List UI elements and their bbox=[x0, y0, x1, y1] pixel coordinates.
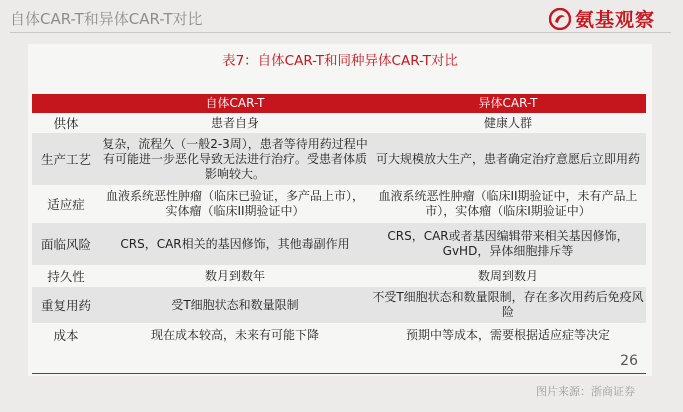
row-label-indications: 适应症 bbox=[32, 185, 100, 223]
cell-autologous: 患者自身 bbox=[100, 113, 370, 133]
cell-autologous: CRS，CAR相关的基因修饰，其他毒副作用 bbox=[100, 223, 370, 265]
table-title: 表7：自体CAR-T和同种异体CAR-T对比 bbox=[222, 53, 458, 69]
cell-allogeneic: 可大规模放大生产，患者确定治疗意愿后立即用药 bbox=[370, 133, 646, 185]
source-caption: 图片来源：浙商证券 bbox=[536, 385, 635, 398]
cell-autologous: 数月到数年 bbox=[100, 265, 370, 287]
table-row bbox=[32, 133, 646, 185]
table-row bbox=[32, 113, 646, 133]
page-number: 26 bbox=[620, 353, 638, 369]
table-bottom-rule bbox=[32, 373, 646, 374]
table-row bbox=[32, 223, 646, 265]
cell-autologous: 受T细胞状态和数量限制 bbox=[100, 287, 370, 323]
page-title: 自体CAR-T和异体CAR-T对比 bbox=[10, 10, 203, 28]
cell-allogeneic: 不受T细胞状态和数量限制，存在多次用药后免疫风险 bbox=[370, 287, 646, 323]
table-header-row bbox=[32, 94, 646, 113]
brand-logo-text: 氨基观察 bbox=[574, 9, 655, 31]
cell-autologous: 现在成本较高，未来有可能下降 bbox=[100, 323, 370, 347]
brand-logo bbox=[549, 5, 655, 32]
row-label-risks: 面临风险 bbox=[32, 223, 100, 265]
header-cell-allogeneic: 异体CAR-T bbox=[370, 94, 646, 113]
cell-autologous: 复杂，流程久（一般2-3周），患者等待用药过程中有可能进一步恶化导致无法进行治疗。受患者体质影响较大。 bbox=[100, 133, 370, 185]
cell-allogeneic: 预期中等成本，需要根据适应症等决定 bbox=[370, 323, 646, 347]
comparison-table bbox=[32, 94, 646, 347]
row-label-manufacturing: 生产工艺 bbox=[32, 133, 100, 185]
cell-allogeneic: 数周到数月 bbox=[370, 265, 646, 287]
cell-allogeneic: CRS，CAR或者基因编辑带来相关基因修饰，GvHD，异体细胞排斥等 bbox=[370, 223, 646, 265]
header-cell-autologous: 自体CAR-T bbox=[100, 94, 370, 113]
table-row bbox=[32, 323, 646, 347]
brand-logo-icon bbox=[549, 8, 571, 30]
header-divider bbox=[10, 32, 671, 33]
slide-panel bbox=[28, 44, 652, 376]
table-row bbox=[32, 185, 646, 223]
cell-allogeneic: 血液系统恶性肿瘤（临床II期验证中，未有产品上市），实体瘤（临床I期验证中） bbox=[370, 185, 646, 223]
row-label-persistence: 持久性 bbox=[32, 265, 100, 287]
table-row bbox=[32, 287, 646, 323]
cell-allogeneic: 健康人群 bbox=[370, 113, 646, 133]
row-label-donor: 供体 bbox=[32, 113, 100, 133]
cell-autologous: 血液系统恶性肿瘤（临床已验证，多产品上市），实体瘤（临床II期验证中） bbox=[100, 185, 370, 223]
header-cell-corner bbox=[32, 94, 100, 113]
row-label-redosing: 重复用药 bbox=[32, 287, 100, 323]
table-row bbox=[32, 265, 646, 287]
row-label-cost: 成本 bbox=[32, 323, 100, 347]
